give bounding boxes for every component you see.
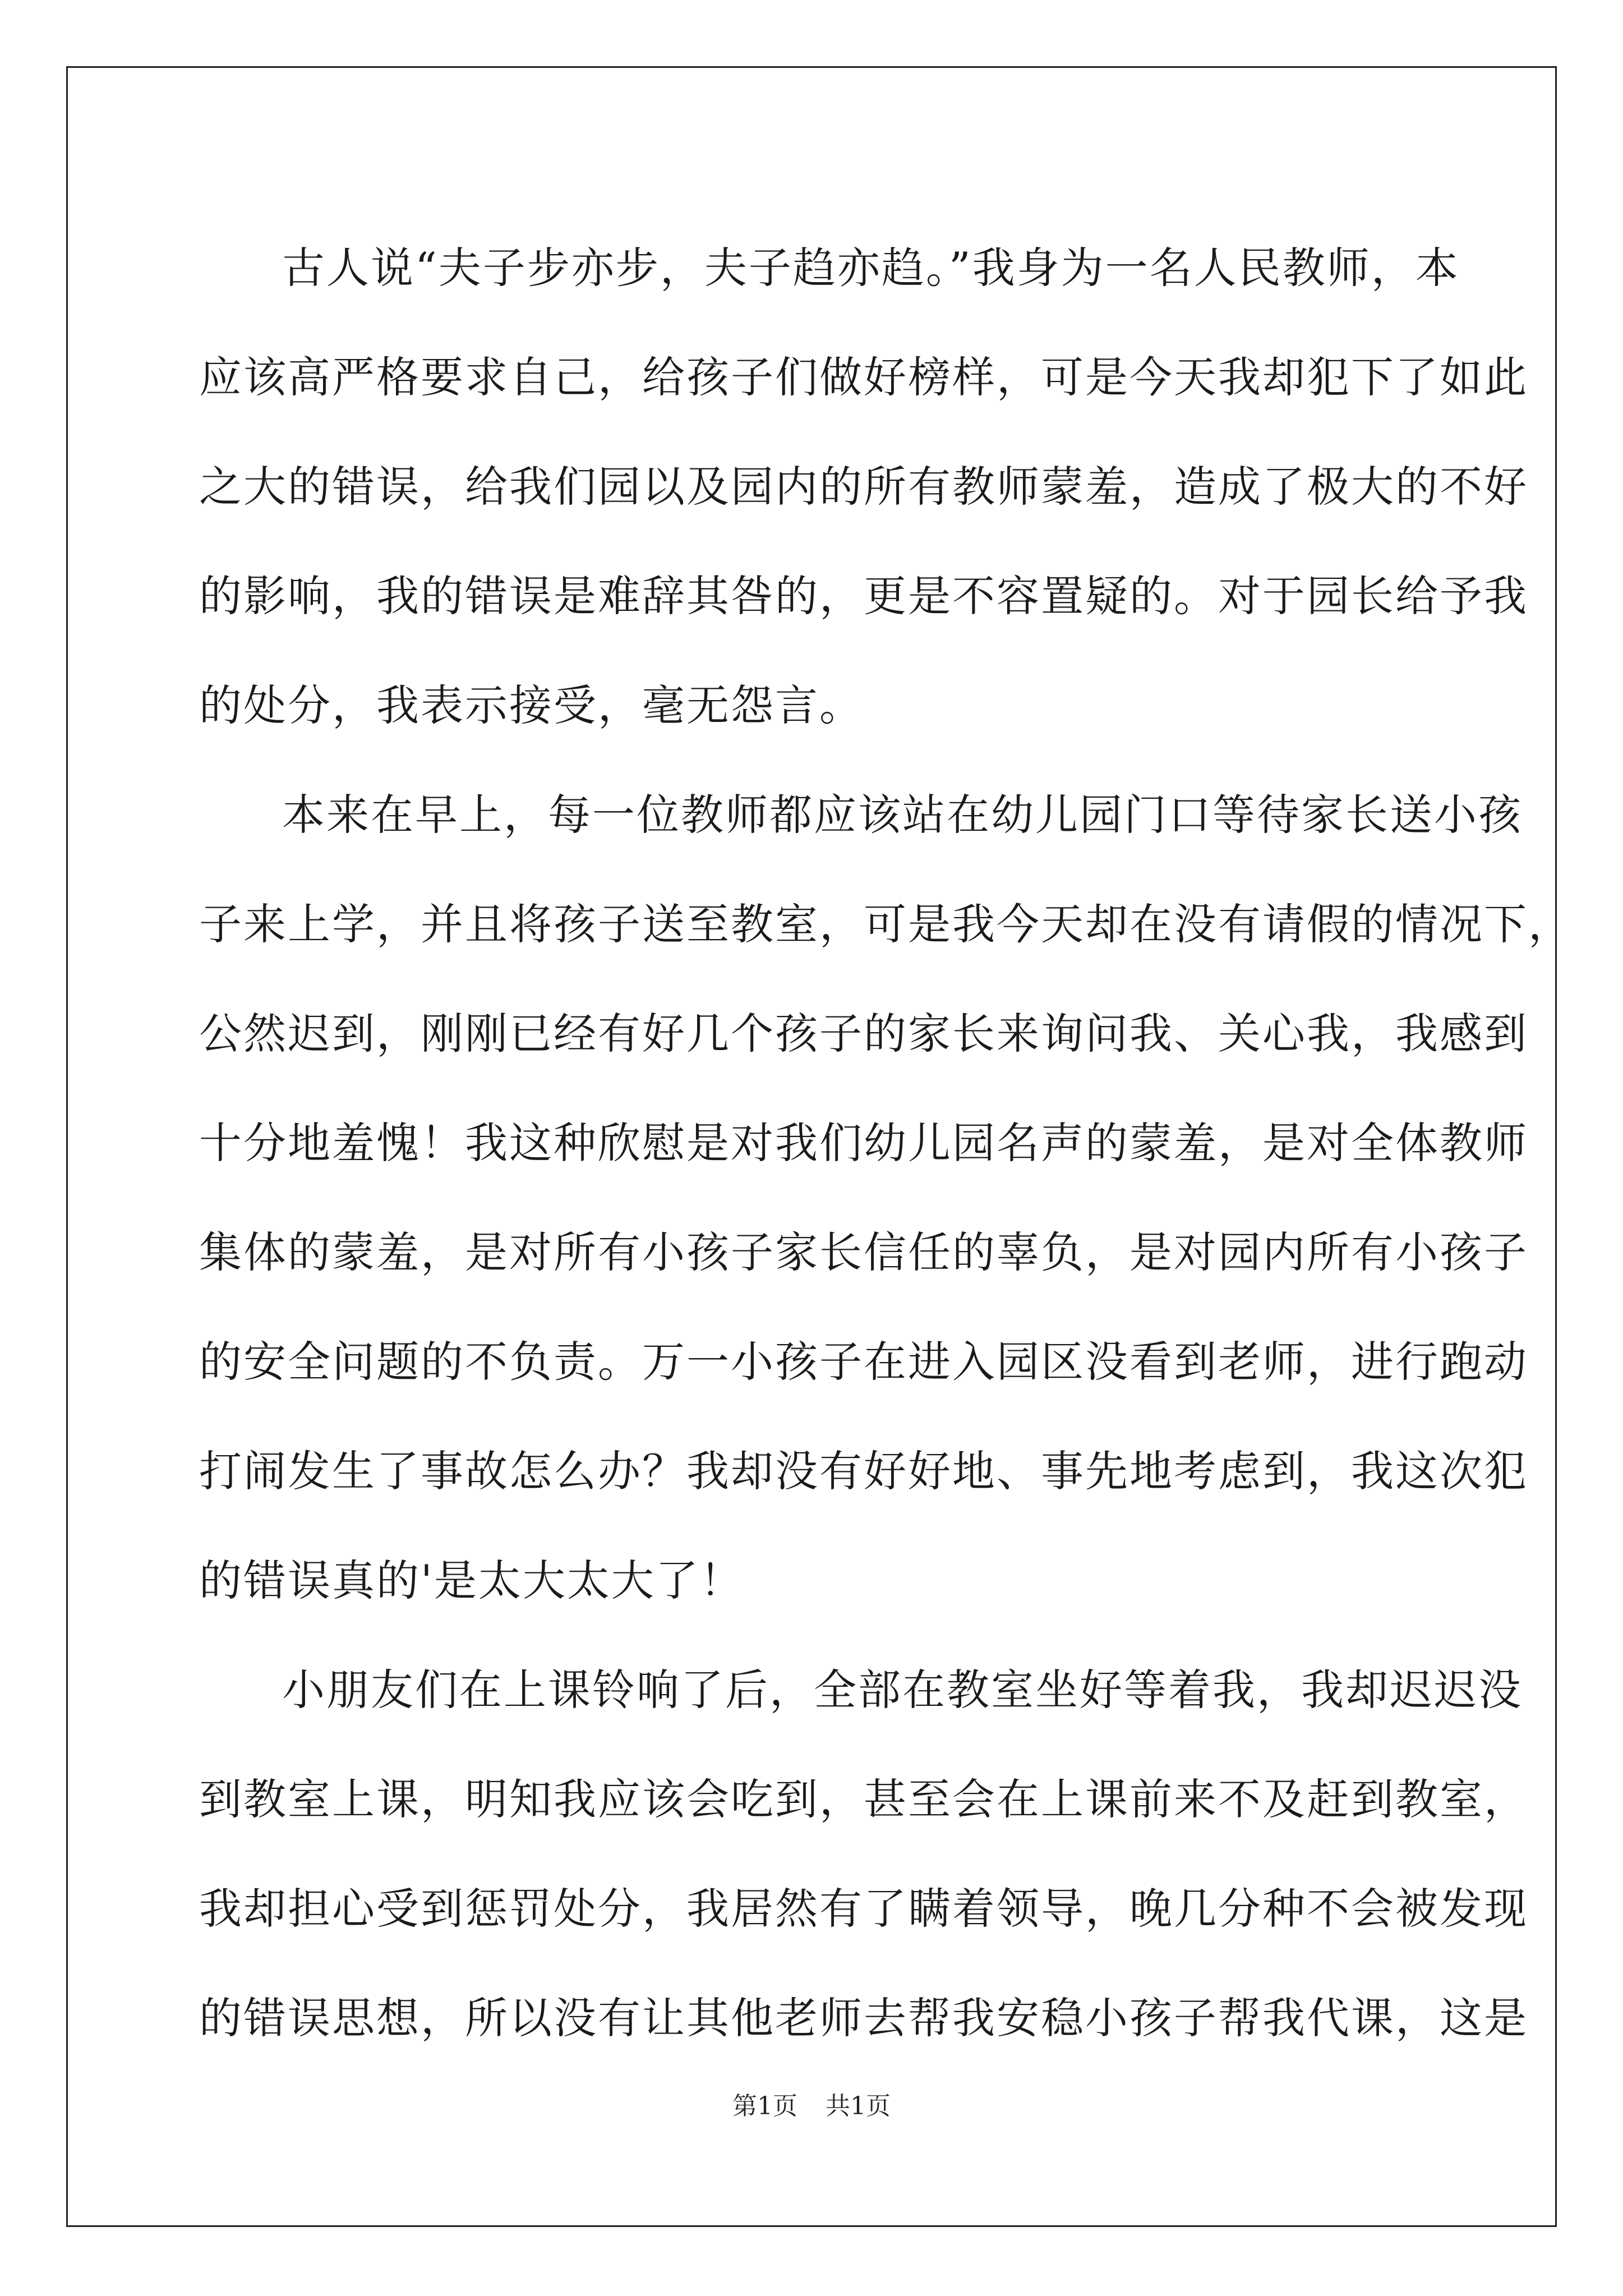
text-line: 的错误思想，所以没有让其他老师去帮我安稳小孩子帮我代课，这是 — [199, 1993, 1528, 2043]
text-line: 的错误真的'是太大太大了！ — [199, 1556, 744, 1605]
text-line: 我却担心受到惩罚处分，我居然有了瞒着领导，晚几分种不会被发现 — [199, 1884, 1528, 1934]
text-line: 小朋友们在上课铃响了后，全部在教室坐好等着我，我却迟迟没 — [282, 1665, 1523, 1715]
text-line: 的处分，我表示接受，毫无怨言。 — [199, 680, 864, 730]
text-line: 应该高严格要求自己，给孩子们做好榜样，可是今天我却犯下了如此 — [199, 352, 1528, 402]
page-footer — [0, 2090, 1623, 2123]
text-line: 子来上学，并且将孩子送至教室，可是我今天却在没有请假的情况下， — [199, 899, 1573, 949]
text-line: 到教室上课，明知我应该会吃到，甚至会在上课前来不及赶到教室， — [199, 1774, 1528, 1824]
page-number: 第1页 — [732, 2092, 797, 2120]
paragraph-3 — [199, 1635, 1528, 2073]
text-line: 打闹发生了事故怎么办？我却没有好好地、事先地考虑到，我这次犯 — [199, 1446, 1528, 1496]
text-line: 的影响，我的错误是难辞其咎的，更是不容置疑的。对于园长给予我 — [199, 571, 1528, 621]
text-line: 十分地羞愧！我这种欣慰是对我们幼儿园名声的蒙羞，是对全体教师 — [199, 1118, 1528, 1168]
paragraph-2 — [199, 760, 1573, 1635]
text-line: 的安全问题的不负责。万一小孩子在进入园区没看到老师，进行跑动 — [199, 1337, 1528, 1387]
text-line: 本来在早上，每一位教师都应该站在幼儿园门口等待家长送小孩 — [282, 790, 1523, 840]
page-total: 共1页 — [826, 2092, 891, 2120]
document-body — [199, 213, 1573, 2073]
paragraph-1 — [199, 213, 1528, 760]
text-line: 古人说“夫子步亦步，夫子趋亦趋。”我身为一名人民教师，本 — [282, 243, 1460, 293]
text-line: 公然迟到，刚刚已经有好几个孩子的家长来询问我、关心我，我感到 — [199, 1009, 1528, 1059]
text-line: 集体的蒙羞，是对所有小孩子家长信任的辜负，是对园内所有小孩子 — [199, 1227, 1528, 1277]
text-line: 之大的错误，给我们园以及园内的所有教师蒙羞，造成了极大的不好 — [199, 462, 1528, 512]
